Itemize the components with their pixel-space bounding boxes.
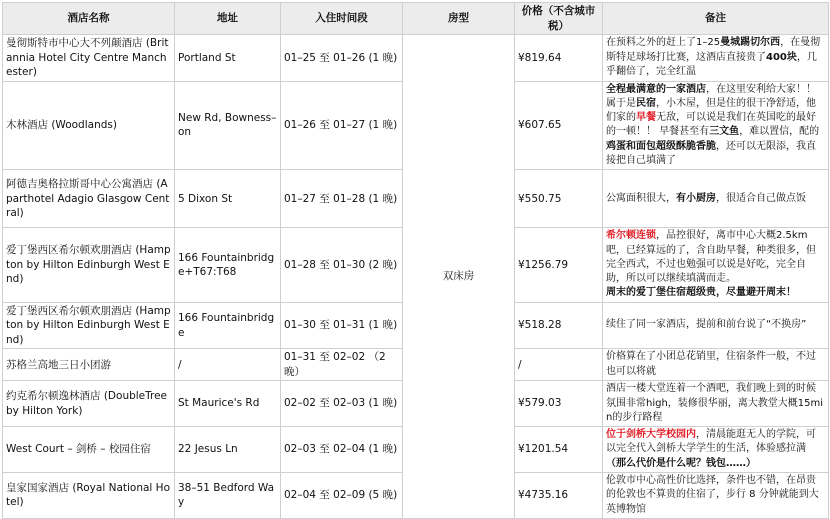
notes-cell <box>603 381 829 427</box>
hotel-name-cell: 皇家国家酒店 (Royal National Hotel) <box>3 473 175 519</box>
address-cell: 22 Jesus Ln <box>175 427 281 473</box>
dates-cell: 02–04 至 02–09 (5 晚) <box>281 473 403 519</box>
note-text: ，品控很好，离市中心大概2.5km吧，已经算远的了，含自助早餐，种类很多，但完全西式，不过也勉强可以说是好吃，完全自助，所以可以继续填满而走。 <box>606 230 816 285</box>
price-cell: ¥579.03 <box>515 381 603 427</box>
dates-cell: 01–27 至 01–28 (1 晚) <box>281 170 403 228</box>
note-text: 400块 <box>766 51 797 63</box>
notes-cell <box>603 35 829 82</box>
note-text: ，几乎翻倍了，完全红温 <box>606 51 817 77</box>
dates-cell: 01–25 至 01–26 (1 晚) <box>281 35 403 82</box>
dates-cell: 02–02 至 02–03 (1 晚) <box>281 381 403 427</box>
header-address: 地址 <box>175 3 281 35</box>
note-text: 位于剑桥大学校园内 <box>606 429 696 441</box>
hotel-name-cell: 爱丁堡西区希尔顿欢朋酒店 (Hampton by Hilton Edinburgh West End) <box>3 302 175 349</box>
header-room: 房型 <box>403 3 515 35</box>
note-text: 无敌，可以说是我们在英国吃的最好的一顿！！ 早餐甚至有 <box>606 112 816 138</box>
note-text: ，在这里安利给大家！！ 属于是 <box>606 83 816 109</box>
header-dates: 入住时间段 <box>281 3 403 35</box>
hotel-table <box>2 2 829 519</box>
note-text: 价格算在了小团总花销里，住宿条件一般，不过也可以将就 <box>606 351 816 377</box>
notes-cell <box>603 349 829 381</box>
hotel-name-cell: 阿德吉奥格拉斯哥中心公寓酒店 (Aparthotel Adagio Glasgow Central) <box>3 170 175 228</box>
dates-cell: 01–26 至 01–27 (1 晚) <box>281 81 403 170</box>
note-text: ，还可以无限添，我直接把自己填满了 <box>606 140 816 166</box>
table-row <box>3 35 829 82</box>
hotel-name-cell: 约克希尔顿逸林酒店 (DoubleTree by Hilton York) <box>3 381 175 427</box>
price-cell: ¥4735.16 <box>515 473 603 519</box>
dates-cell: 01–30 至 01–31 (1 晚) <box>281 302 403 349</box>
note-text: 伦敦市中心高性价比选择，条件也不错，在昂贵的伦敦也不算贵的住宿了，步行 8 分钟就能到大英博物馆 <box>606 475 819 515</box>
hotel-name-cell: 苏格兰高地三日小团游 <box>3 349 175 381</box>
header-row <box>3 3 829 35</box>
price-cell: ¥1201.54 <box>515 427 603 473</box>
address-cell: Portland St <box>175 35 281 82</box>
hotel-name-cell: 爱丁堡西区希尔顿欢朋酒店 (Hampton by Hilton Edinburgh West End) <box>3 228 175 302</box>
notes-cell <box>603 427 829 473</box>
note-text: 续住了同一家酒店，提前和前台说了“不换房” <box>606 319 807 331</box>
note-text: 公寓面积很大， <box>606 192 676 204</box>
price-cell: / <box>515 349 603 381</box>
price-cell: ¥550.75 <box>515 170 603 228</box>
note-text: 有小厨房 <box>676 192 716 204</box>
note-text: （那么代价是什么呢？钱包……） <box>606 457 756 469</box>
header-hotel: 酒店名称 <box>3 3 175 35</box>
note-text: ，清晨能逛无人的学院，可以完全代入剑桥大学学生的生活，体验感拉满 <box>606 429 816 455</box>
notes-cell <box>603 473 829 519</box>
address-cell: New Rd, Bowness–on <box>175 81 281 170</box>
notes-cell <box>603 81 829 170</box>
note-text: ，在曼彻斯特足球场打比赛，这酒店直接贵了 <box>606 37 821 63</box>
note-text: 三文鱼 <box>709 126 740 138</box>
hotel-name-cell: 木林酒店 (Woodlands) <box>3 81 175 170</box>
hotel-name-cell: West Court – 剑桥 – 校园住宿 <box>3 427 175 473</box>
notes-cell <box>603 170 829 228</box>
address-cell: 38–51 Bedford Way <box>175 473 281 519</box>
address-cell: 166 Fountainbridge+T67:T68 <box>175 228 281 302</box>
price-cell: ¥1256.79 <box>515 228 603 302</box>
price-cell: ¥819.64 <box>515 35 603 82</box>
price-cell: ¥518.28 <box>515 302 603 349</box>
price-cell: ¥607.65 <box>515 81 603 170</box>
room-type-cell: 双床房 <box>403 35 515 519</box>
note-text: 民宿 <box>636 97 656 109</box>
note-text: 全程最满意的一家酒店 <box>606 83 706 95</box>
note-text: ，小木屋，但是住的很干净舒适，他们家的 <box>606 97 816 124</box>
note-text: 周末的爱丁堡住宿超级贵，尽量避开周末！ <box>606 287 796 299</box>
hotel-name-cell: 曼彻斯特市中心大不列颠酒店 (Britannia Hotel City Centre Manchester) <box>3 35 175 82</box>
note-text: 曼城踢切尔西 <box>720 37 781 49</box>
note-text: 在预料之外的赶上了1–25 <box>606 37 721 49</box>
dates-cell: 01–31 至 02–02 （2晚） <box>281 349 403 381</box>
note-text: 希尔顿连锁 <box>606 230 656 242</box>
notes-cell <box>603 228 829 302</box>
address-cell: / <box>175 349 281 381</box>
address-cell: St Maurice's Rd <box>175 381 281 427</box>
note-text: ，很适合自己做点饭 <box>716 192 806 204</box>
note-text: 酒店一楼大堂连着一个酒吧，我们晚上到的时候氛围非常high，装修很华丽，离大教堂大概15min的步行路程 <box>606 383 824 423</box>
dates-cell: 02–03 至 02–04 (1 晚) <box>281 427 403 473</box>
address-cell: 5 Dixon St <box>175 170 281 228</box>
note-text: 早餐 <box>636 112 656 124</box>
note-text: 鸡蛋和面包超级酥脆香脆 <box>606 140 716 152</box>
header-price: 价格（不含城市税） <box>515 3 603 35</box>
address-cell: 166 Fountainbridge <box>175 302 281 349</box>
dates-cell: 01–28 至 01–30 (2 晚) <box>281 228 403 302</box>
notes-cell <box>603 302 829 349</box>
note-text: ，难以置信，配的 <box>739 126 820 138</box>
header-notes: 备注 <box>603 3 829 35</box>
